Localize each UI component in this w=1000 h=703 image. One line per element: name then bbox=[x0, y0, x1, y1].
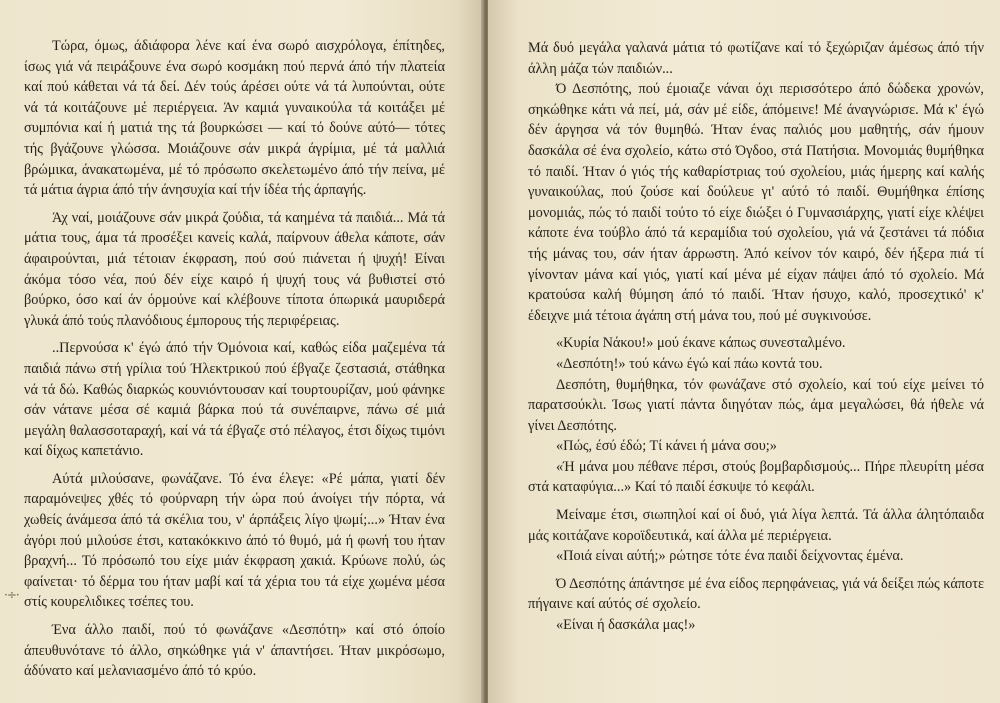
right-paragraph: «Είναι ή δασκάλα μας!» bbox=[556, 617, 696, 634]
right-paragraph: Μά δυό μεγάλα γαλανά μάτια τό φωτίζανε καί τό ξεχώριζαν άμέσως άπό τήν άλλη μάζα τών παιδιών... bbox=[528, 40, 984, 77]
margin-mark-decoration: ·÷· bbox=[4, 588, 19, 602]
right-paragraph: «Κυρία Νάκου!» μού έκανε κάπως συνεσταλμένο. bbox=[556, 335, 846, 352]
left-paragraph: Άχ ναί, μοιάζουνε σάν μικρά ζούδια, τά καημένα τά παιδιά... Μά τά μάτια τους, άμα τά προσέξει κανείς καλά, παίρνουν άθελα κάποτε, σάν άφαιρούνται, μιά τέτοιαν έκφραση, πού σού πιάνεται ή ψυχή! Είναι άκόμα τόσο νέα, πού δέν είχε καιρό ή ψυχή τους νά βυθιστεί στό βούρκο, όσο καί άν όρμούνε καί κλέβουνε τίποτα όπωρικά μαυριδερά γλυκά άπό τούς πλανόδιους έμπορους τής περιφέρειας. bbox=[24, 209, 445, 329]
right-paragraph: «Δεσπότη!» τού κάνω έγώ καί πάω κοντά του. bbox=[556, 355, 823, 372]
right-paragraph: Δεσπότη, θυμήθηκα, τόν φωνάζανε στό σχολείο, καί τού είχε μείνει τό παρατσούκλι. Ίσως γιατί πάντα διηγόταν πώς, άμα μεγαλώσει, θά ήθελε νά γίνει Δεσπότης. bbox=[528, 376, 984, 434]
right-paragraph: Μείναμε έτσι, σιωπηλοί καί οί δυό, γιά λίγα λεπτά. Τά άλλα άλητόπαιδα μάς κοιτάζανε κοροϊδευτικά, καί άλλα μέ περιέργεια. bbox=[528, 507, 984, 544]
right-paragraph: Ό Δεσπότης άπάντησε μέ ένα είδος περηφάνειας, γιά νά δείξει πώς κάποτε πήγαινε καί αύτός σέ σχολείο. bbox=[528, 575, 984, 613]
left-paragraph: Ένα άλλο παιδί, πού τό φωνάζανε «Δεσπότη» καί στό όποίο άπευθυνότανε τό άλλο, σηκώθηκε γιά ν' άπαντήσει. Ήταν μικρόσωμο, άδύνατο καί μελανιασμένο άπό τό κρύο. bbox=[24, 622, 445, 680]
right-paragraph: «Ή μάνα μου πέθανε πέρσι, στούς βομβαρδισμούς... Πήρε πλευρίτη μέσα στά καταφύγια...» Καί τό παιδί έσκυψε τό κεφάλι. bbox=[528, 458, 984, 496]
right-paragraph: «Πώς, έσύ έδώ; Τί κάνει ή μάνα σου;» bbox=[556, 438, 777, 455]
right-page bbox=[488, 0, 1000, 703]
left-paragraph: Αύτά μιλούσανε, φωνάζανε. Τό ένα έλεγε: «Ρέ μάπα, γιατί δέν παραμόνεψες χθές τό φούρναρη τήν ώρα πού άνοίγει τήν πόρτα, νά χωθείς άνάμεσα άπό τά σκέλια του, ν' άρπάξεις λίγο ψωμί;...» Ήταν ένα άγόρι πού μιλούσε έτσι, κατακόκκινο άπό τό θυμό, μά ή φωνή του ήταν βραχνή... Τό πρόσωπό του είχε μιάν έκφραση χακιά. Κρύωνε πολύ, ώς φαίνεται· τό δέρμα του ήταν μαβί καί τά χέρια του τά είχε χωμένα μέσα στίς κουρελιδικες τσέπες του. bbox=[24, 470, 445, 611]
right-paragraph: «Ποιά είναι αύτή;» ρώτησε τότε ένα παιδί δείχνοντας έμένα. bbox=[556, 548, 904, 565]
left-paragraph: ..Περνούσα κ' έγώ άπό τήν Όμόνοια καί, καθώς είδα μαζεμένα τά παιδιά πάνω στή γρίλια τού Ήλεκτρικού πού έβγαζε ζεστασιά, στάθηκα νά τά δώ. Καθώς διαρκώς κουνιόντουσαν καί τουρτουρίζαν, μού φάνηκε σάν νάτανε μέσα σέ καμιά βάρκα πού τά συνέπαιρνε, πάνω σέ μιά μεγάλη θαλασσοταραχή, καί νά τά έβγαζε στό πέλαγος, έτσι δίχως τιμόνι καί δίχως καπετάνιο. bbox=[24, 340, 445, 460]
left-paragraph: Τώρα, όμως, άδιάφορα λένε καί ένα σωρό αισχρόλογα, έπίτηδες, ίσως γιά νά πειράξουνε ένα σωρό κοσμάκη πού περνά άπό τήν πλατεία καί πού κάθεται νά τά δεί. Δέν τούς άρέσει ούτε νά τά λυπούνται, ούτε νά τά κοιτάζουνε μέ περιέργεια. Άν καμιά γυναικούλα τά κοιτάξει μέ συμπόνια καί ή ματιά της τά βουρκώσει — καί τό δούνε αύτό— τότες τής βγάζουνε γλώσσα. Μοιάζουνε σάν μικρά άγρίμια, μέ τά μαλλιά βρώμικα, άνακατωμένα, μέ τό πρόσωπο σκελετωμένο άπό τήν πείνα, μέ τά μάτια άγρια άπό τήν άνησυχία καί τήν ίδέα τής άρπαγής. bbox=[24, 38, 445, 199]
left-page bbox=[0, 0, 485, 703]
right-paragraph: Ό Δεσπότης, πού έμοιαζε νάναι όχι περισσότερο άπό δώδεκα χρονών, σηκώθηκε κάτι νά πεί, μά, σάν μέ είδε, άπόμεινε! Μέ άναγνώρισε. Μά κ' έγώ δέν άργησα νά τόν θυμηθώ. Ήταν ένας παλιός μου μαθητής, σάν ήμουν δασκάλα σέ ένα σχολείο, κάτω στό Όγδοο, στά Πατήσια. Μονομιάς θυμήθηκα τό παιδί. Ήταν ό γιός τής καθαρίστριας τού σχολείου, μιάς ήμερης καί καλής γυναικούλας, πού ζούσε καί δούλευε γι' αύτό τό παιδί. Θυμήθηκα έπίσης μονομιάς, πώς τό παιδί τούτο τό είχε διώξει ό Γυμνασιάρχης, γιατί είχε κλέψει κάποτε ένα τούβλο άπό τά κεραμίδια τού σχολείου, γιά νά ζεστάνει τά πόδια τής μάνας του, σάν ήταν άρρωστη. Άπό κείνον τόν καιρό, δέν ήξερα πιά τί γίνονταν μάνα καί γιός, γιατί καί μένα μέ είχαν πάψει άπό τό σχολείο. Μά κρατούσα καλή θύμηση άπό τό παιδί. Ήταν ήσυχο, καλό, προσεχτικό' κ' έδειχνε μιά τέτοια άγάπη στή μάνα του, πού μέ συγκινούσε. bbox=[528, 81, 984, 324]
